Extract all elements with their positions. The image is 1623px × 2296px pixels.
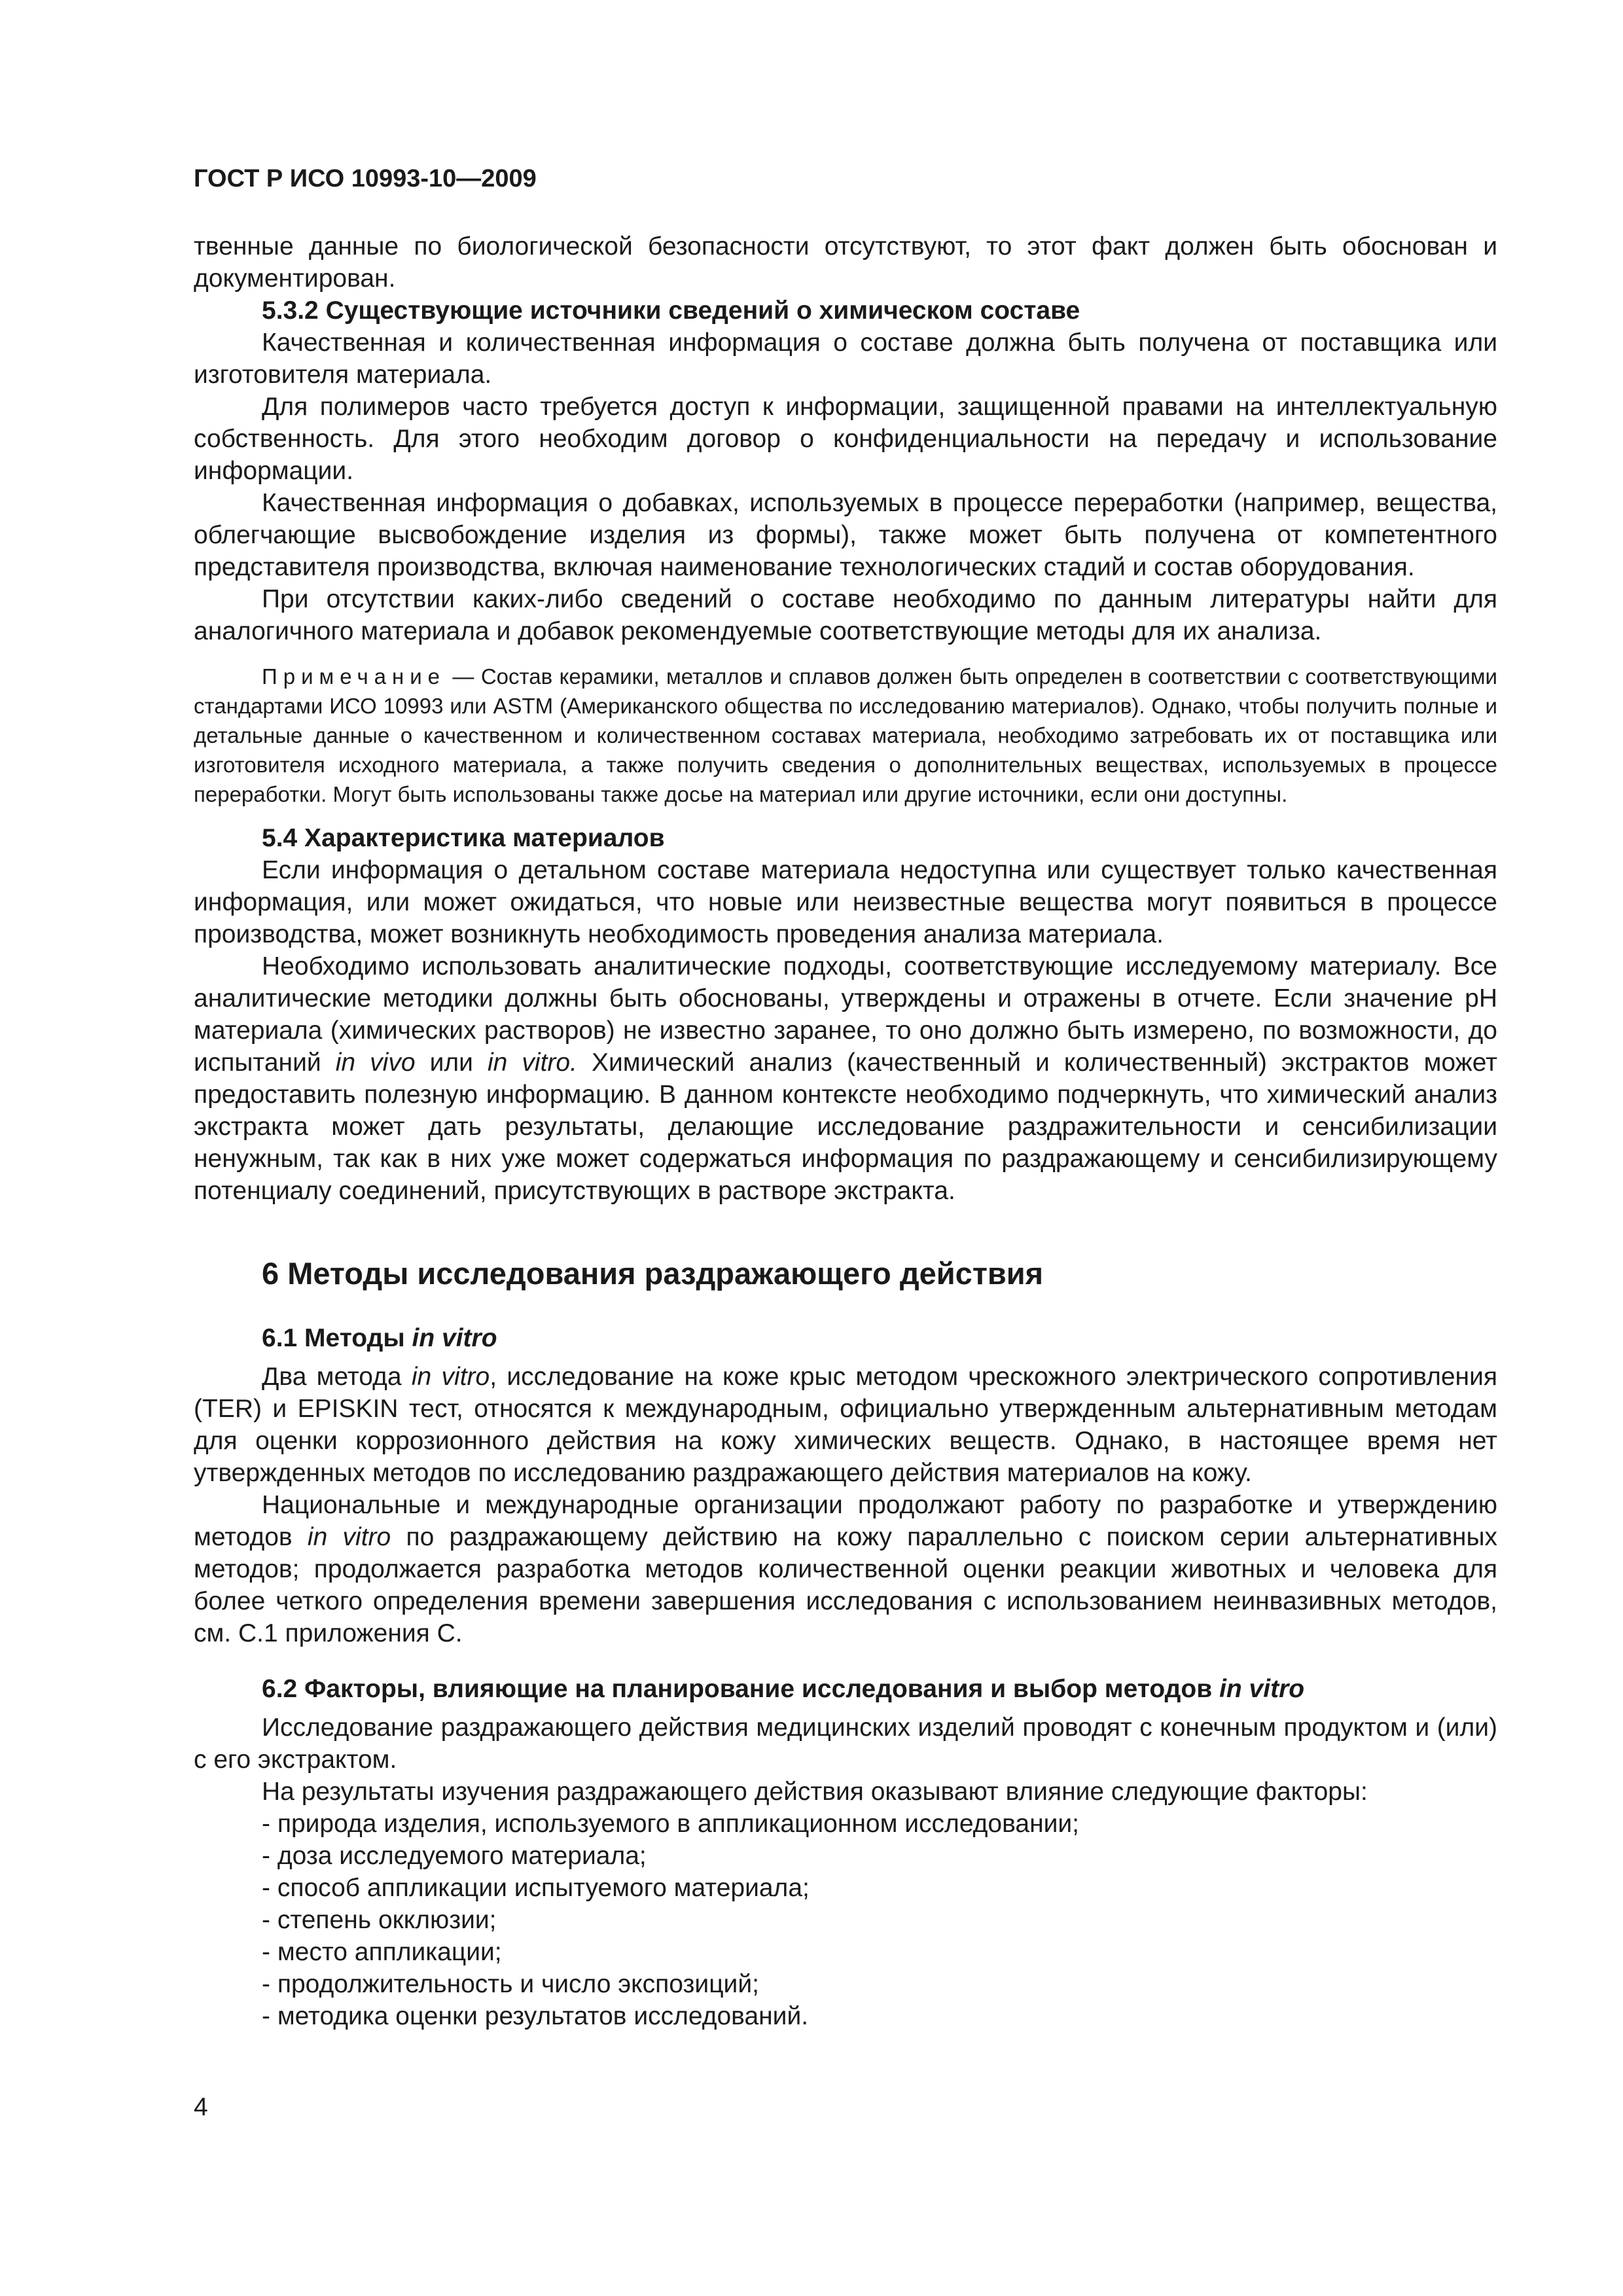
- text-run: или: [415, 1049, 488, 1077]
- list-item: - степень окклюзии;: [262, 1906, 497, 1934]
- latin-term: in vitro: [307, 1523, 391, 1551]
- note-text: — Состав керамики, металлов и сплавов должен быть определен в соответствии с соответствующими стандартами ИСО 10993 или ASTM (Американского общества по исследованию материалов). Однако, чтобы получить полные и детальные данные о качественном и количественном составах материала, необходимо затребовать их от поставщика или изготовителя исходного материала, а также получить сведения о дополнительных веществах, используемых в процессе переработки. Могут быть использованы также досье на материал или другие источники, если они доступны.: [194, 664, 1497, 806]
- paragraph: Для полимеров часто требуется доступ к информации, защищенной правами на интеллектуальную собственность. Для этого необходим договор о конфиденциальности на передачу и использование информации.: [194, 393, 1497, 485]
- paragraph: [194, 950, 1497, 1207]
- text-run: , исследование на коже крыс методом чрескожного электрического сопротивления (TER) и EPISKIN тест, относятся к международным, официально утвержденным альтернативным методам для оценки коррозионного действия на кожу химических веществ. Однако, в настоящее время нет утвержденных методов по исследованию раздражающего действия материалов на кожу.: [194, 1363, 1497, 1487]
- paragraph: Исследование раздражающего действия медицинских изделий проводят с конечным продуктом и (или) с его экстрактом.: [194, 1713, 1497, 1774]
- heading-5-3-2: 5.3.2 Существующие источники сведений о химическом составе: [262, 296, 1080, 325]
- paragraph: Качественная и количественная информация о составе должна быть получена от поставщика или изготовителя материала.: [194, 329, 1497, 389]
- paragraph: Если информация о детальном составе материала недоступна или существует только качественная информация, или может ожидаться, что новые или неизвестные вещества могут появиться в процессе производства, может возникнуть необходимость проведения анализа материала.: [194, 856, 1497, 948]
- list-item: - место аппликации;: [262, 1938, 502, 1966]
- paragraph: [194, 1361, 1497, 1489]
- latin-term: in vitro: [1219, 1675, 1305, 1703]
- list-item: - доза исследуемого материала;: [262, 1842, 647, 1870]
- page-number: 4: [194, 2093, 208, 2121]
- latin-term: in vitro.: [487, 1049, 577, 1077]
- text-run: 6.2 Факторы, влияющие на планирование исследования и выбор методов: [262, 1675, 1220, 1703]
- heading-6-2: [194, 1673, 1497, 1705]
- heading-5-4: 5.4 Характеристика материалов: [262, 824, 665, 852]
- heading-6-1: [194, 1322, 1497, 1354]
- heading-section-6: 6 Методы исследования раздражающего действия: [262, 1256, 1044, 1291]
- text-run: 6.1 Методы: [262, 1324, 412, 1352]
- page-content: [194, 230, 1497, 2032]
- note: [194, 662, 1497, 809]
- text-run: Химический анализ (качественный и количественный) экстрактов может предоставить полезную информацию. В данном контексте необходимо подчеркнуть, что химический анализ экстракта может дать результаты, делающие исследование раздражительности и сенсибилизации ненужным, так как в них уже может содержаться информация по раздражающему и сенсибилизирующему потенциалу соединений, присутствующих в растворе экстракта.: [194, 1049, 1498, 1205]
- list-item: - продолжительность и число экспозиций;: [262, 1970, 759, 1998]
- paragraph: При отсутствии каких-либо сведений о составе необходимо по данным литературы найти для аналогичного материала и добавок рекомендуемые соответствующие методы для их анализа.: [194, 585, 1497, 645]
- text-run: по раздражающему действию на кожу параллельно с поиском серии альтернативных методов; продолжается разработка методов количественной оценки реакции животных и человека для более четкого определения времени завершения исследования с использованием неинвазивных методов, см. С.1 приложения С.: [194, 1523, 1497, 1647]
- latin-term: in vitro: [411, 1363, 490, 1391]
- paragraph: Качественная информация о добавках, используемых в процессе переработки (например, вещества, облегчающие высвобождение изделия из формы), также может быть получена от компетентного представителя производства, включая наименование технологических стадий и состав оборудования.: [194, 489, 1497, 581]
- document-header: ГОСТ Р ИСО 10993-10—2009: [194, 165, 537, 192]
- list-item: - способ аппликации испытуемого материала;: [262, 1874, 810, 1902]
- text-run: Необходимо использовать аналитические подходы, соответствующие исследуемому материалу. Все аналитические методики должны быть обоснованы, утверждены и отражены в отчете. Если значение pH материала (химических растворов) не известно заранее, то оно должно быть измерено, по возможности, до испытаний: [194, 952, 1497, 1077]
- paragraph-continuation: твенные данные по биологической безопасности отсутствуют, то этот факт должен быть обоснован и документирован.: [194, 232, 1497, 293]
- text-run: Национальные и международные организации продолжают работу по разработке и утверждению методов: [194, 1491, 1497, 1551]
- factors-list: [194, 1808, 1497, 2032]
- latin-term: in vitro: [412, 1324, 497, 1352]
- paragraph: На результаты изучения раздражающего действия оказывают влияние следующие факторы:: [262, 1778, 1368, 1806]
- list-item: - методика оценки результатов исследований.: [262, 2002, 809, 2030]
- text-run: Два метода: [262, 1363, 412, 1391]
- note-label: Примечание: [262, 664, 446, 689]
- list-item: - природа изделия, используемого в аппликационном исследовании;: [262, 1810, 1080, 1838]
- latin-term: in vivo: [335, 1049, 416, 1077]
- paragraph: [194, 1489, 1497, 1649]
